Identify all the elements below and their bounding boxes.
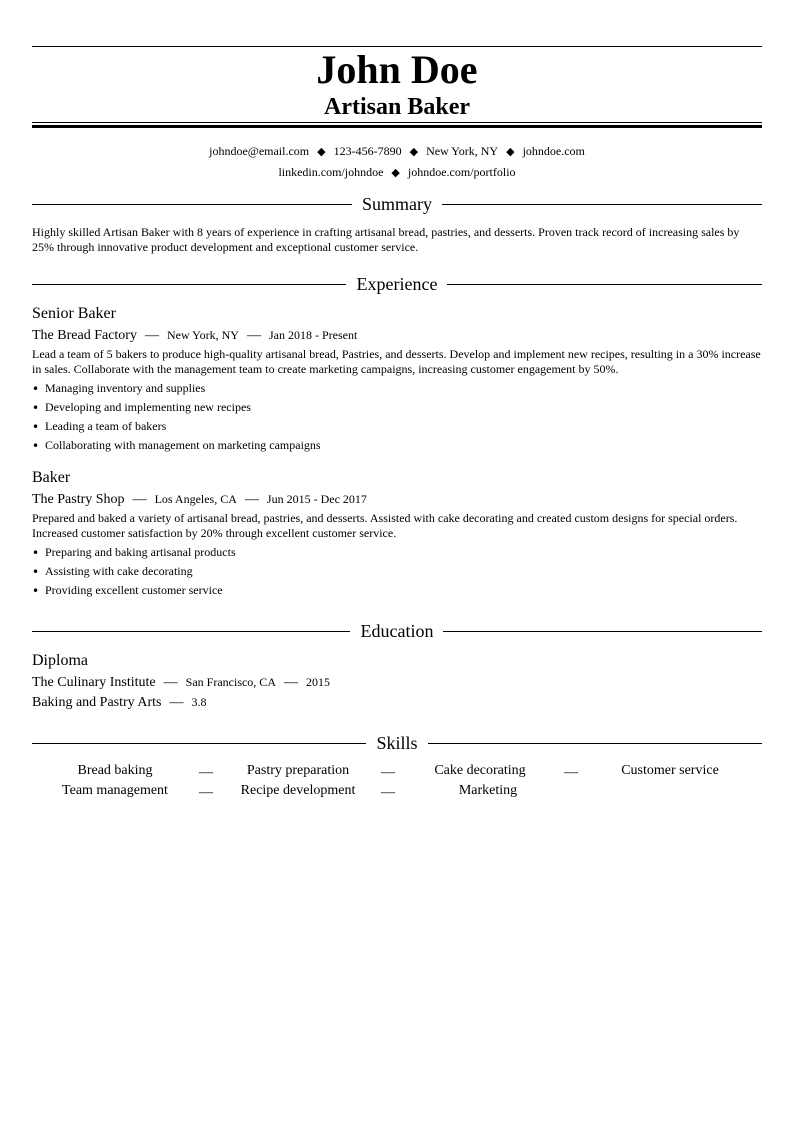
job-meta: [32, 490, 367, 509]
list-item: • Managing inventory and supplies: [32, 381, 206, 396]
dash-separator: —: [199, 785, 213, 800]
contact-email[interactable]: johndoe@email.com: [209, 144, 310, 158]
list-item: • Providing excellent customer service: [32, 583, 223, 598]
candidate-name: John Doe: [316, 47, 478, 92]
education-school: The Culinary Institute: [32, 675, 156, 690]
dash-separator: —: [564, 765, 578, 780]
contact-location: New York, NY: [426, 144, 499, 158]
diamond-separator-icon: ◆: [391, 166, 400, 179]
job-company: The Bread Factory: [32, 328, 137, 343]
skill-item: Bread baking: [77, 763, 153, 778]
diamond-separator-icon: ◆: [317, 145, 326, 158]
summary-section-header: [32, 193, 762, 217]
summary-heading: Summary: [352, 194, 442, 214]
skill-item: Marketing: [458, 783, 518, 798]
education-heading: Education: [351, 621, 444, 641]
list-item: • Assisting with cake decorating: [32, 564, 193, 579]
list-item: • Developing and implementing new recipes: [32, 400, 251, 415]
education-gpa: 3.8: [191, 695, 207, 709]
list-item: • Leading a team of bakers: [32, 419, 167, 434]
job-role: Senior Baker: [32, 305, 116, 322]
dash-separator: —: [132, 492, 147, 507]
job-bullets: [32, 381, 321, 457]
experience-heading: Experience: [347, 274, 448, 294]
bullet-icon: •: [32, 420, 40, 434]
list-item: • Collaborating with management on marketing campaigns: [32, 438, 321, 453]
bullet-icon: •: [32, 546, 40, 560]
bullet-icon: •: [32, 401, 40, 415]
contact-website[interactable]: johndoe.com: [522, 144, 585, 158]
job-location: Los Angeles, CA: [154, 492, 237, 506]
skills-heading: Skills: [366, 733, 427, 753]
skill-item: Pastry preparation: [246, 763, 350, 778]
candidate-title: Artisan Baker: [324, 94, 470, 120]
skill-item: Team management: [62, 783, 168, 798]
skill-item: Recipe development: [240, 783, 356, 798]
skill-item: Customer service: [621, 763, 719, 778]
diamond-separator-icon: ◆: [506, 145, 515, 158]
contact-linkedin[interactable]: linkedin.com/johndoe: [278, 165, 384, 179]
bullet-icon: •: [32, 565, 40, 579]
skill-item: Cake decorating: [434, 763, 526, 778]
job-role: Baker: [32, 469, 71, 486]
education-field-row: [32, 693, 207, 712]
job-location: New York, NY: [166, 328, 239, 342]
education-year: 2015: [305, 675, 330, 689]
job-description: Lead a team of 5 bakers to produce high-quality artisanal bread, Pastries, and desserts. Develop and implement new recipes, resulting in a 30% increase in sales. Collaborate with the management team to create marketing campaigns, increasing customer engagement by 50%.: [32, 347, 761, 376]
education-location: San Francisco, CA: [185, 675, 276, 689]
list-item: • Preparing and baking artisanal products: [32, 545, 236, 560]
diamond-separator-icon: ◆: [409, 145, 419, 158]
dash-separator: —: [283, 675, 298, 690]
dash-separator: —: [381, 785, 395, 800]
bullet-icon: •: [32, 584, 40, 598]
bullet-icon: •: [32, 439, 40, 453]
job-bullets: [32, 545, 236, 602]
education-degree: Diploma: [32, 652, 88, 669]
contact-line-1: [32, 143, 762, 160]
dash-separator: —: [199, 765, 213, 780]
dash-separator: —: [169, 695, 184, 710]
job-description: Prepared and baked a variety of artisanal bread, pastries, and desserts. Assisted with cake decorating and created custom designs for special orders. Increased customer satisfaction by 20% through excellent customer service.: [32, 511, 738, 540]
dash-separator: —: [246, 328, 261, 343]
experience-section-header: [32, 273, 762, 297]
bullet-icon: •: [32, 382, 40, 396]
job-company: The Pastry Shop: [32, 492, 125, 507]
education-section-header: [32, 620, 762, 644]
contact-portfolio[interactable]: johndoe.com/portfolio: [407, 165, 516, 179]
header-double-rule: [32, 122, 762, 128]
contact-line-2: [32, 164, 762, 181]
contact-phone[interactable]: 123-456-7890: [333, 144, 402, 158]
dash-separator: —: [163, 675, 178, 690]
education-field: Baking and Pastry Arts: [32, 695, 162, 710]
job-dates: Jan 2018 - Present: [268, 328, 358, 342]
dash-separator: —: [381, 765, 395, 780]
education-meta: [32, 673, 330, 692]
dash-separator: —: [144, 328, 159, 343]
job-meta: [32, 326, 357, 345]
summary-text: Highly skilled Artisan Baker with 8 years of experience in crafting artisanal bread, pastries, and desserts. Proven track record of increasing sales by 25% through innovative product development and exceptional customer service.: [32, 225, 740, 254]
skills-section-header: [32, 732, 762, 756]
dash-separator: —: [244, 492, 259, 507]
job-dates: Jun 2015 - Dec 2017: [266, 492, 367, 506]
